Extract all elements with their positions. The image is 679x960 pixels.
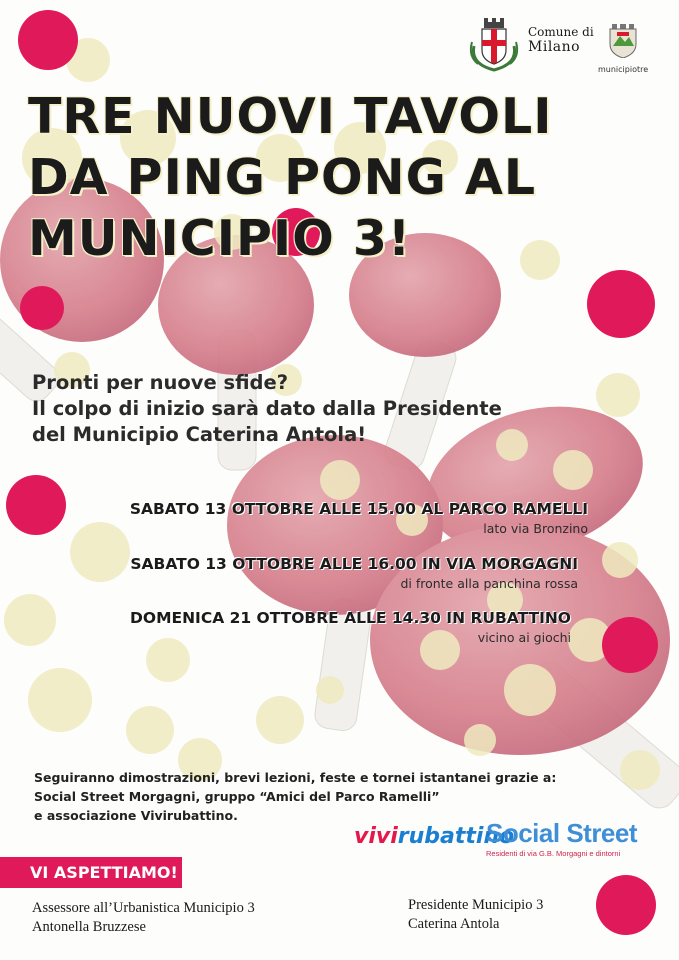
event-datetime: SABATO 13 OTTOBRE ALLE 15.00 AL PARCO RAMELLI [129,500,588,518]
intro-line-1: Pronti per nuove sfide? [32,371,289,394]
event-location-note: di fronte alla panchina rossa [400,576,578,591]
vi-aspettiamo-banner: VI ASPETTIAMO! [0,857,182,888]
closing-line-2: Social Street Morgagni, gruppo “Amici del Parco Ramelli” [34,789,440,804]
signature-name: Caterina Antola [408,916,500,932]
event-via-morgagni [130,555,578,591]
social-street-logo [486,818,638,858]
title-line-1: TRE NUOVI TAVOLI [28,88,553,145]
vivirubattino-logo-part1: vivi [354,824,398,849]
intro-line-2: Il colpo di inizio sarà dato dalla Presidente [32,397,502,420]
comune-di-milano-logo [466,16,594,72]
intro-text [32,370,552,448]
intro-line-3: del Municipio Caterina Antola! [32,423,367,446]
signature-assessore [32,899,255,937]
milano-logo-line1: Comune di [528,25,594,39]
title-line-3: MUNICIPIO 3! [28,210,412,267]
closing-text [34,768,594,825]
event-datetime: DOMENICA 21 OTTOBRE ALLE 14.30 IN RUBATTINO [130,609,571,627]
closing-line-3: e associazione Vivirubattino. [34,808,238,823]
event-datetime: SABATO 13 OTTOBRE ALLE 16.00 IN VIA MORGAGNI [130,555,578,573]
title-line-2: DA PING PONG AL [28,149,537,206]
signature-role: Presidente Municipio 3 [408,897,544,913]
municipio-tre-logo [598,24,648,78]
poster-title [28,86,588,269]
event-parco-ramelli [130,500,588,536]
social-street-tagline: Residenti di via G.B. Morgagni e dintorni [486,849,621,858]
vivirubattino-logo-part2: rubattino [397,824,515,849]
signature-name: Antonella Bruzzese [32,919,146,935]
closing-line-1: Seguiranno dimostrazioni, brevi lezioni, feste e tornei istantanei grazie a: [34,770,557,785]
milano-logo-line2: Milano [528,39,581,55]
signature-role: Assessore all’Urbanistica Municipio 3 [32,900,255,916]
municipio-logo-label: municipiotre [598,65,649,74]
social-street-name: Social Street [486,818,638,848]
milano-crest-icon [466,16,522,72]
event-location-note: vicino ai giochi [477,630,571,645]
municipio-shield-icon [608,24,638,58]
event-rubattino [130,609,571,645]
signature-presidente [408,896,543,934]
event-location-note: lato via Bronzino [483,521,588,536]
